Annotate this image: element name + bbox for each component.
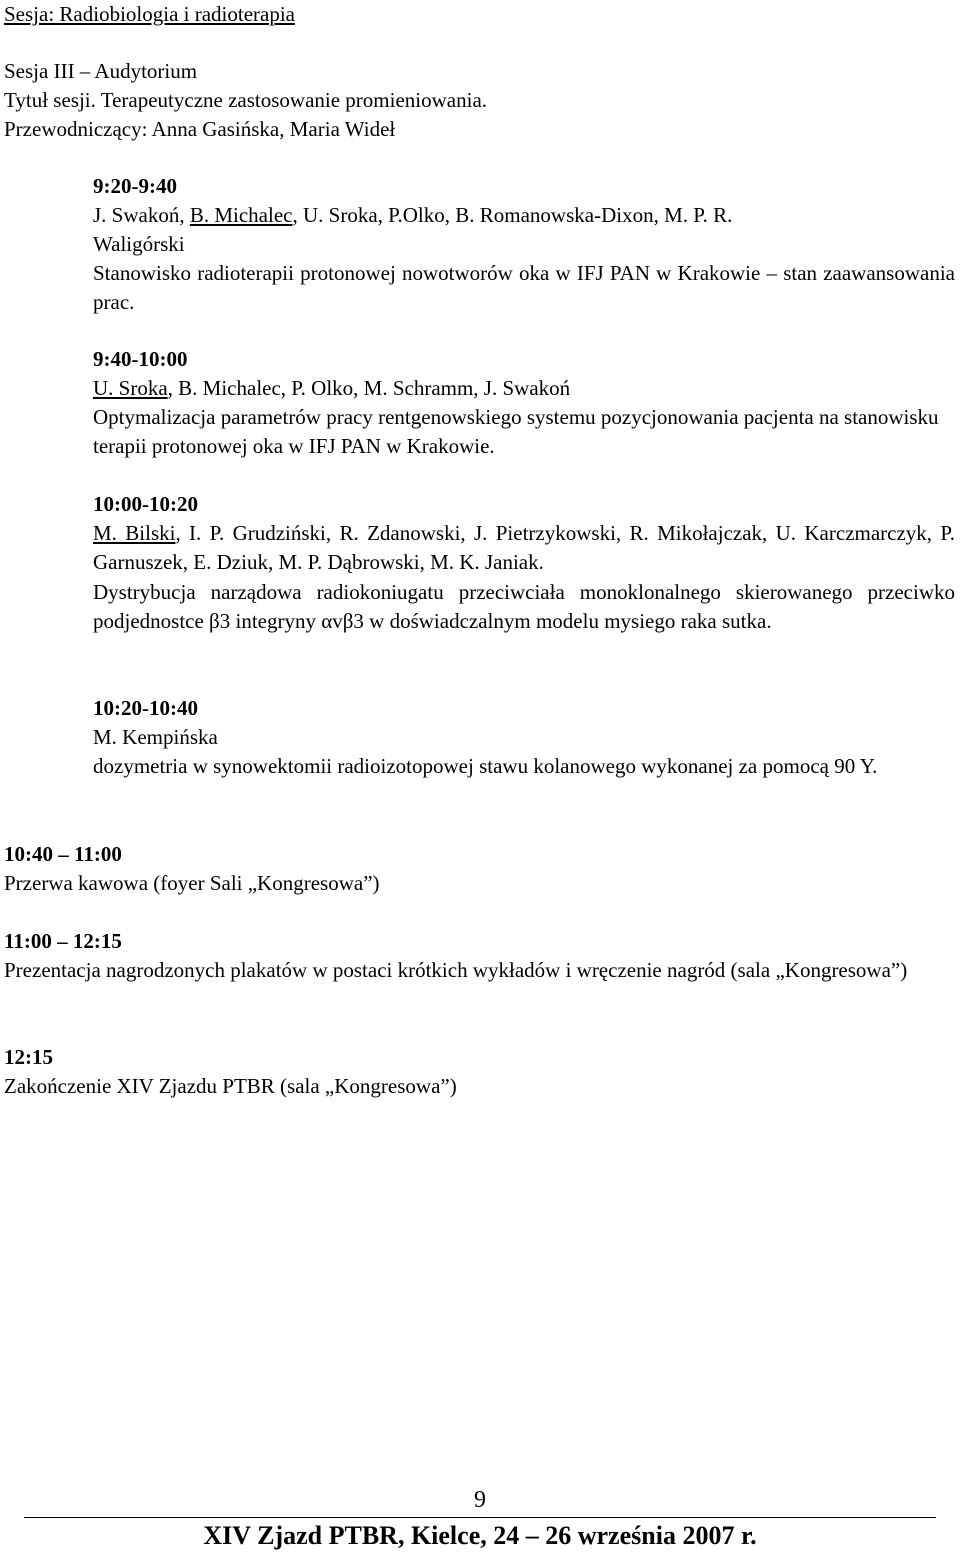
break-time: 10:40 – 11:00 <box>4 842 122 866</box>
break-time: 11:00 – 12:15 <box>4 929 122 953</box>
session-title: Tytuł sesji. Terapeutyczne zastosowanie promieniowania. <box>4 88 488 112</box>
session-header-title: Sesja: Radiobiologia i radioterapia <box>4 2 296 26</box>
closing-time: 12:15 <box>4 1045 53 1069</box>
talk-time: 9:40-10:00 <box>93 347 188 371</box>
talk-authors <box>93 201 732 230</box>
session-chairs: Przewodniczący: Anna Gasińska, Maria Wideł <box>4 117 396 141</box>
co-authors: , I. P. Grudziński, R. Zdanowski, J. Pietrzykowski, R. Mikołajczak, U. Karczmarczyk, P. Garnuszek, E. Dziuk, M. P. Dąbrowski, M. K. Janiak. <box>93 521 955 574</box>
talk-title: Dystrybucja narządowa radiokoniugatu przeciwciała monoklonalnego skierowanego przeciwko podjednostce β3 integryny αvβ3 w doświadczalnym modelu mysiego raka sutka. <box>93 580 955 633</box>
talk-authors-continued: Waligórski <box>93 232 185 256</box>
footer-event-title: XIV Zjazd PTBR, Kielce, 24 – 26 września 2007 r. <box>203 1521 757 1550</box>
talk-time: 10:00-10:20 <box>93 492 198 516</box>
break-description: Przerwa kawowa (foyer Sali „Kongresowa”) <box>4 871 380 895</box>
talk-time: 10:20-10:40 <box>93 696 198 720</box>
talk-authors <box>93 374 570 403</box>
presenting-author: U. Sroka <box>93 376 168 400</box>
presenting-author: M. Bilski <box>93 521 176 545</box>
closing-description: Zakończenie XIV Zjazdu PTBR (sala „Kongresowa”) <box>4 1074 457 1098</box>
talk-title: Optymalizacja parametrów pracy rentgenowskiego systemu pozycjonowania pacjenta na stanowisku terapii protonowej oka w IFJ PAN w Krakowie. <box>93 405 939 458</box>
talk-title: Stanowisko radioterapii protonowej nowotworów oka w IFJ PAN w Krakowie – stan zaawansowania prac. <box>93 261 955 314</box>
talk-time: 9:20-9:40 <box>93 174 177 198</box>
author-name: J. Swakoń <box>93 203 180 227</box>
footer-divider <box>24 1517 936 1518</box>
presenting-author: B. Michalec <box>189 203 293 227</box>
talk-title: dozymetria w synowektomii radioizotopowej stawu kolanowego wykonanej za pomocą 90 Y. <box>93 754 878 778</box>
co-authors: , U. Sroka, P.Olko, B. Romanowska-Dixon, M. P. R. <box>292 203 733 227</box>
session-name: Sesja III – Audytorium <box>4 59 198 83</box>
co-authors: , B. Michalec, P. Olko, M. Schramm, J. Swakoń <box>167 376 571 400</box>
break-description: Prezentacja nagrodzonych plakatów w postaci krótkich wykładów i wręczenie nagród (sala „Kongresowa”) <box>4 958 908 982</box>
talk-authors <box>93 519 955 577</box>
page-number: 9 <box>474 1487 486 1513</box>
author-separator: , <box>179 203 190 227</box>
talk-authors: M. Kempińska <box>93 725 218 749</box>
